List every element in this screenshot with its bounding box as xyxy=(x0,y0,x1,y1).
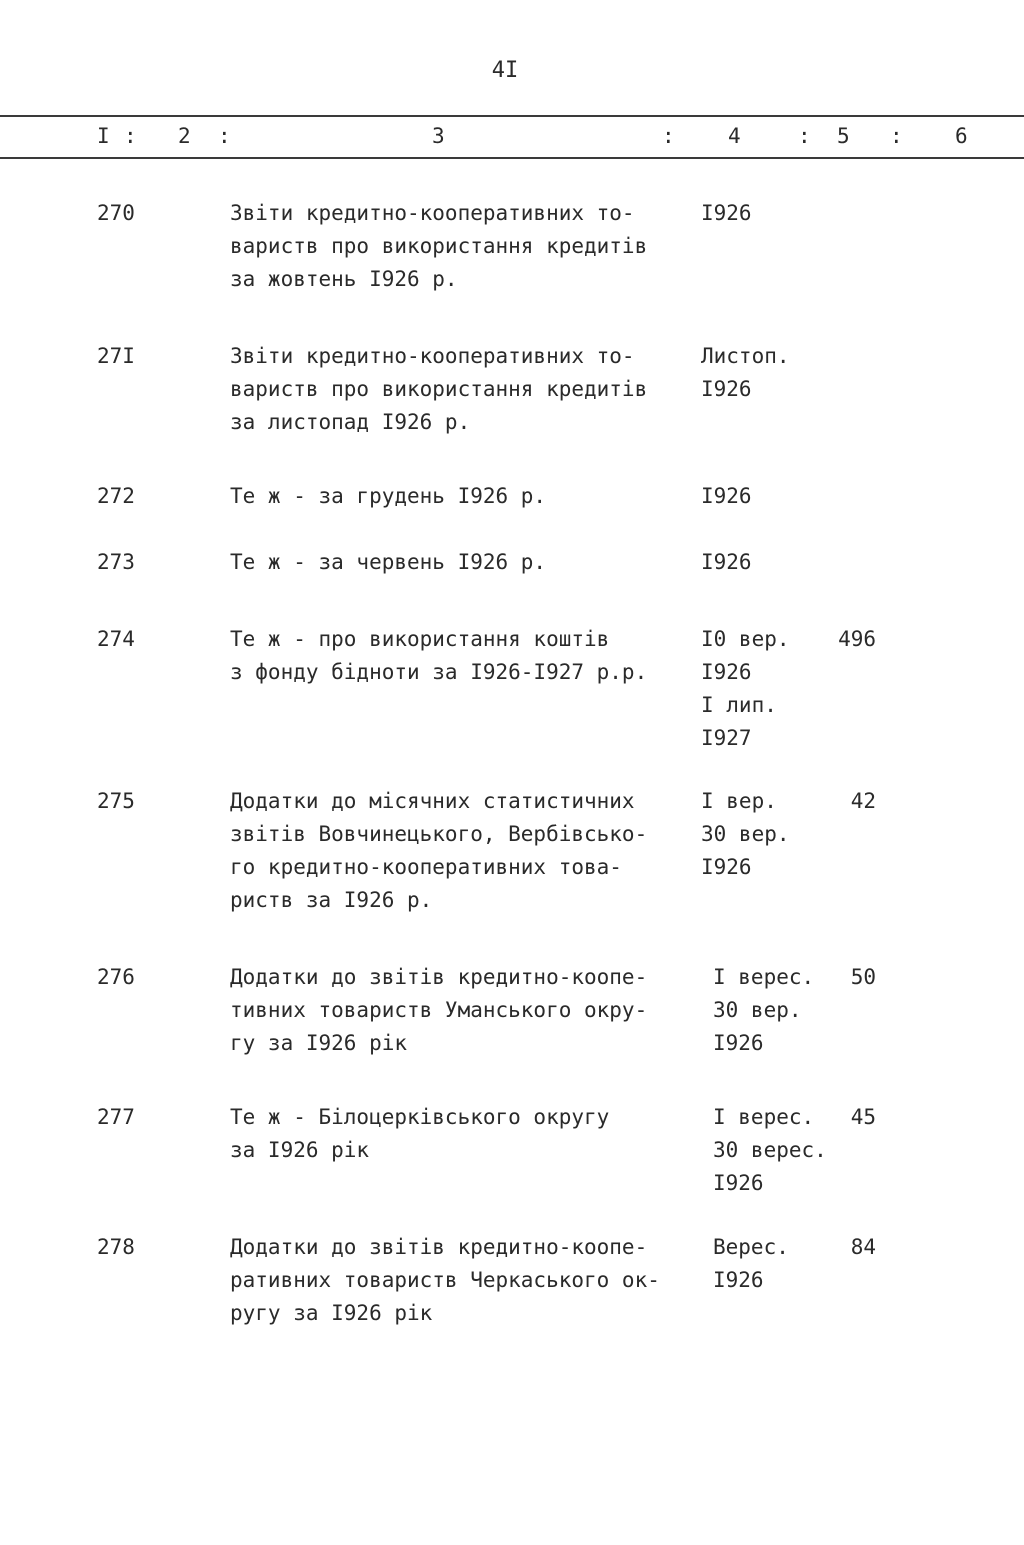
description-line: Те ж - за грудень I926 р. xyxy=(230,484,547,508)
entry-number: 274 xyxy=(97,627,135,651)
header-bottom-rule xyxy=(0,157,1024,159)
date-line: I927 xyxy=(701,726,752,750)
description-line: вариств про використання кредитів xyxy=(230,234,648,258)
description-line: Додатки до звітів кредитно-коопе- xyxy=(230,965,648,989)
header-separator: : xyxy=(890,124,903,148)
description-line: риств за I926 р. xyxy=(230,888,433,912)
description-line: Звіти кредитно-кооперативних то- xyxy=(230,201,635,225)
description-line: Звіти кредитно-кооперативних то- xyxy=(230,344,635,368)
entry-sheet-count: 496 xyxy=(838,627,876,651)
entry-description xyxy=(230,197,690,296)
description-line: звітів Вовчинецького, Вербівсько- xyxy=(230,822,648,846)
description-line: з фонду бідноти за I926-I927 р.р. xyxy=(230,660,648,684)
header-top-rule xyxy=(0,115,1024,117)
date-line: 30 вер. xyxy=(713,998,802,1022)
description-line: за листопад I926 р. xyxy=(230,410,471,434)
header-separator: : xyxy=(798,124,811,148)
description-line: ративних товариств Черкаського ок- xyxy=(230,1268,660,1292)
entry-dates xyxy=(701,623,841,755)
entry-description xyxy=(230,623,690,689)
description-line: тивних товариств Уманського окру- xyxy=(230,998,648,1022)
header-col-3: 3 xyxy=(432,124,445,148)
entry-number: 277 xyxy=(97,1105,135,1129)
header-col-6: 6 xyxy=(955,124,968,148)
date-line: I926 xyxy=(701,855,752,879)
header-col-1: I xyxy=(97,124,110,148)
entry-dates xyxy=(701,340,841,406)
entry-number: 270 xyxy=(97,201,135,225)
entry-dates xyxy=(701,546,841,579)
entry-dates xyxy=(701,197,841,230)
description-line: вариств про використання кредитів xyxy=(230,377,648,401)
description-line: за I926 рік xyxy=(230,1138,370,1162)
entry-sheet-count: 50 xyxy=(850,965,876,989)
header-separator: : xyxy=(124,124,137,148)
description-line: Те ж - про використання коштів xyxy=(230,627,610,651)
entry-sheet-count: 42 xyxy=(850,789,876,813)
header-col-4: 4 xyxy=(728,124,741,148)
date-line: I926 xyxy=(701,484,752,508)
description-line: за жовтень I926 р. xyxy=(230,267,458,291)
entry-description xyxy=(230,480,690,513)
entry-dates xyxy=(701,785,841,884)
entry-number: 275 xyxy=(97,789,135,813)
date-line: Листоп. xyxy=(701,344,790,368)
date-line: I926 xyxy=(713,1268,764,1292)
description-line: Те ж - Білоцерківського округу xyxy=(230,1105,610,1129)
table-header xyxy=(0,124,1024,150)
header-col-2: 2 xyxy=(178,124,191,148)
entry-description xyxy=(230,961,690,1060)
entry-dates xyxy=(713,1101,853,1200)
entry-description xyxy=(230,785,690,917)
date-line: I926 xyxy=(701,660,752,684)
header-col-5: 5 xyxy=(837,124,850,148)
date-line: I926 xyxy=(713,1031,764,1055)
date-line: 30 верес. xyxy=(713,1138,827,1162)
header-separator: : xyxy=(662,124,675,148)
date-line: Верес. xyxy=(713,1235,789,1259)
page-number: 4I xyxy=(491,58,519,83)
entry-description xyxy=(230,546,690,579)
entry-dates xyxy=(713,961,853,1060)
description-line: го кредитно-кооперативних това- xyxy=(230,855,622,879)
description-line: Додатки до місячних статистичних xyxy=(230,789,635,813)
entry-number: 278 xyxy=(97,1235,135,1259)
entry-dates xyxy=(713,1231,853,1297)
description-line: Додатки до звітів кредитно-коопе- xyxy=(230,1235,648,1259)
date-line: 30 вер. xyxy=(701,822,790,846)
description-line: гу за I926 рік xyxy=(230,1031,408,1055)
date-line: I лип. xyxy=(701,693,777,717)
date-line: I926 xyxy=(701,201,752,225)
entry-number: 272 xyxy=(97,484,135,508)
entry-description xyxy=(230,1101,690,1167)
date-line: I вер. xyxy=(701,789,777,813)
entry-number: 27I xyxy=(97,344,135,368)
entry-sheet-count: 84 xyxy=(850,1235,876,1259)
entry-sheet-count: 45 xyxy=(850,1105,876,1129)
entry-dates xyxy=(701,480,841,513)
date-line: I0 вер. xyxy=(701,627,790,651)
date-line: I верес. xyxy=(713,965,815,989)
description-line: ругу за I926 рік xyxy=(230,1301,433,1325)
entry-number: 276 xyxy=(97,965,135,989)
date-line: I верес. xyxy=(713,1105,815,1129)
entry-number: 273 xyxy=(97,550,135,574)
header-separator: : xyxy=(218,124,231,148)
entry-description xyxy=(230,1231,690,1330)
date-line: I926 xyxy=(701,377,752,401)
description-line: Те ж - за червень I926 р. xyxy=(230,550,547,574)
date-line: I926 xyxy=(713,1171,764,1195)
date-line: I926 xyxy=(701,550,752,574)
entry-description xyxy=(230,340,690,439)
